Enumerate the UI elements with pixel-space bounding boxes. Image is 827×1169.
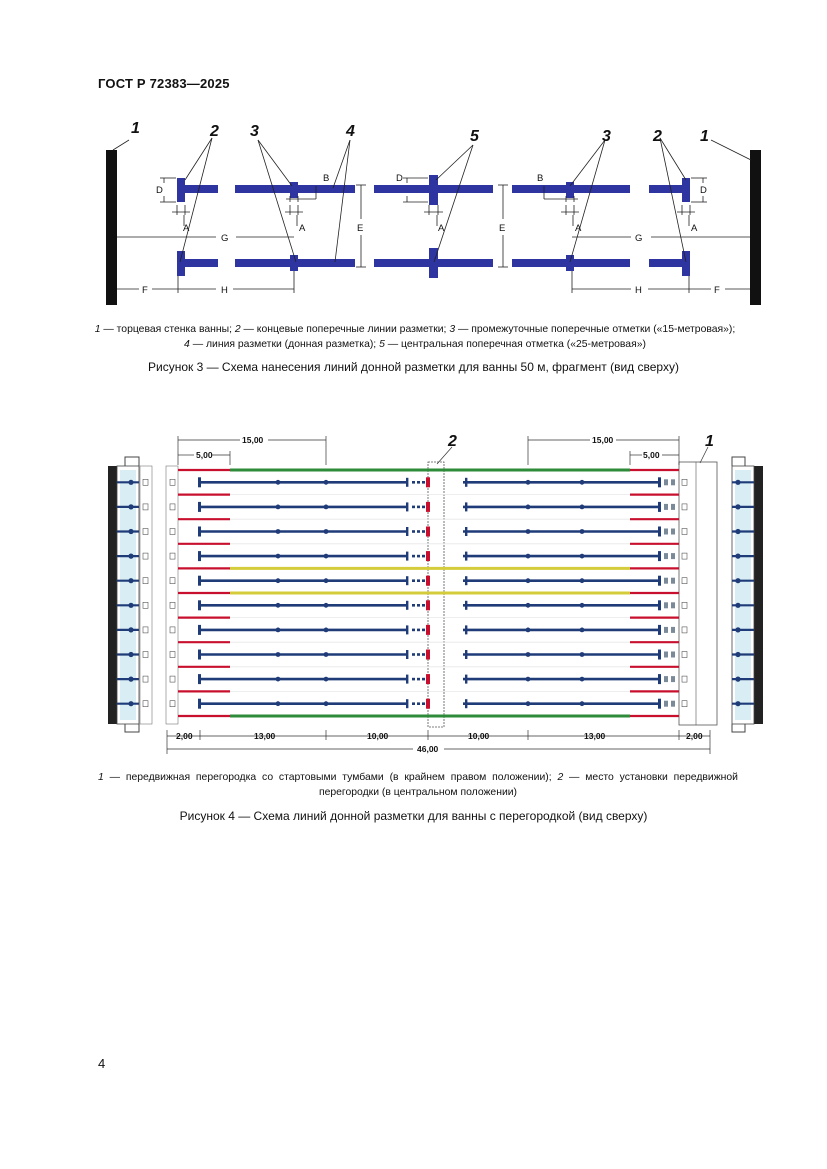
- lane-dot: [526, 480, 531, 485]
- end-crossline: [177, 251, 185, 276]
- mark-15m: [465, 576, 467, 585]
- callout-3: 3: [602, 128, 611, 145]
- dotted-mark: [412, 702, 415, 705]
- mark-15m: [406, 552, 408, 561]
- figure-4-diagram: [0, 425, 827, 765]
- end-crossline: [658, 477, 661, 487]
- lane-dot: [324, 603, 329, 608]
- end-crossline: [198, 625, 201, 635]
- lane-dot: [276, 554, 281, 559]
- end-mark: [664, 479, 668, 485]
- end-mark: [671, 529, 675, 535]
- lane-dot: [580, 628, 585, 633]
- lane-dot: [324, 701, 329, 706]
- dotted-mark: [412, 604, 415, 607]
- end-mark: [671, 578, 675, 584]
- lane-dot: [276, 701, 281, 706]
- mark-15m: [406, 625, 408, 634]
- wall-target-dot: [128, 504, 133, 509]
- callout-1: 1: [700, 128, 709, 145]
- dotted-mark: [422, 530, 425, 533]
- figure-3-legend: 1 — торцевая стенка ванны; 2 — концевые поперечные линии разметки; 3 — промежуточные поперечные отметки («15-метровая»); 4 — линия разметки (донная разметка); 5 — центральная поперечная отметка («25-метровая»): [94, 324, 736, 350]
- mark-15m: [465, 478, 467, 487]
- svg-text:E: E: [499, 223, 506, 234]
- mark-15m: [465, 601, 467, 610]
- dotted-mark: [412, 555, 415, 558]
- mark-15m: [406, 601, 408, 610]
- wall-target-dot: [735, 677, 740, 682]
- starting-block: [682, 627, 687, 633]
- end-crossline: [198, 576, 201, 586]
- dotted-mark: [412, 653, 415, 656]
- mark-15m: [406, 675, 408, 684]
- starting-block: [170, 479, 175, 485]
- figure-3-diagram: [0, 110, 827, 310]
- end-crossline: [658, 600, 661, 610]
- mark-15m: [465, 650, 467, 659]
- svg-text:A: A: [691, 223, 698, 234]
- end-mark: [671, 479, 675, 485]
- lane-dot: [580, 529, 585, 534]
- svg-text:H: H: [635, 285, 642, 296]
- lane-dot: [276, 603, 281, 608]
- dotted-mark: [412, 530, 415, 533]
- mark-15m: [406, 576, 408, 585]
- starting-block: [170, 701, 175, 707]
- end-crossline: [198, 502, 201, 512]
- wall-target-dot: [128, 701, 133, 706]
- svg-text:D: D: [396, 173, 403, 184]
- lane-dot: [580, 505, 585, 510]
- lane-dot: [526, 505, 531, 510]
- starting-block: [170, 553, 175, 559]
- dotted-mark: [417, 555, 420, 558]
- wall-right-outer: [754, 466, 763, 724]
- lane-dot: [276, 505, 281, 510]
- mark-15m: [465, 625, 467, 634]
- mark-25m: [429, 248, 438, 278]
- end-crossline: [682, 178, 690, 202]
- lane-dot: [324, 652, 329, 657]
- starting-block: [170, 504, 175, 510]
- wall-target-dot: [735, 554, 740, 559]
- lane-dot: [276, 480, 281, 485]
- page-number: 4: [98, 1056, 106, 1071]
- svg-text:5,00: 5,00: [643, 450, 660, 460]
- svg-text:D: D: [700, 185, 707, 196]
- lane-dot: [580, 677, 585, 682]
- end-mark: [664, 627, 668, 633]
- end-mark: [664, 676, 668, 682]
- mark-15m: [406, 527, 408, 536]
- lane-dot: [580, 652, 585, 657]
- svg-text:E: E: [357, 223, 364, 234]
- wall-target-dot: [128, 480, 133, 485]
- mark-15m: [566, 255, 574, 271]
- dotted-mark: [417, 678, 420, 681]
- dotted-mark: [412, 506, 415, 509]
- dotted-mark: [422, 653, 425, 656]
- wall-left-outer: [108, 466, 117, 724]
- end-mark: [671, 627, 675, 633]
- callout-2: 2: [653, 128, 662, 145]
- lane-dot: [324, 677, 329, 682]
- dotted-mark: [422, 481, 425, 484]
- svg-text:B: B: [537, 173, 544, 184]
- end-mark: [671, 701, 675, 707]
- dotted-mark: [422, 678, 425, 681]
- document-header: ГОСТ Р 72383—2025: [98, 76, 230, 91]
- svg-text:B: B: [323, 173, 330, 184]
- dotted-mark: [417, 653, 420, 656]
- wall-target-dot: [735, 701, 740, 706]
- dotted-mark: [422, 604, 425, 607]
- callout-1: 1: [705, 433, 714, 450]
- end-crossline: [658, 699, 661, 709]
- starting-block: [682, 578, 687, 584]
- dotted-mark: [412, 481, 415, 484]
- end-mark: [671, 553, 675, 559]
- mark-25m: [426, 600, 430, 610]
- callout-3: 3: [250, 123, 259, 140]
- svg-text:15,00: 15,00: [592, 435, 614, 445]
- lane-dot: [276, 677, 281, 682]
- wall-target-dot: [735, 504, 740, 509]
- lane-dot: [526, 677, 531, 682]
- wall-target-dot: [735, 627, 740, 632]
- svg-text:10,00: 10,00: [468, 731, 490, 741]
- svg-text:F: F: [142, 285, 148, 296]
- lane-dot: [324, 578, 329, 583]
- starting-block: [143, 479, 148, 485]
- lane-dot: [526, 628, 531, 633]
- callout-5: 5: [470, 128, 479, 145]
- figure-3-callout-numbers: [131, 120, 709, 145]
- lane-dot: [276, 652, 281, 657]
- dotted-mark: [422, 555, 425, 558]
- lane-dot: [526, 578, 531, 583]
- lane-dot: [526, 701, 531, 706]
- wall-target-dot: [735, 480, 740, 485]
- dotted-mark: [422, 629, 425, 632]
- dotted-mark: [417, 481, 420, 484]
- end-mark: [664, 652, 668, 658]
- wall-target-dot: [128, 529, 133, 534]
- starting-block: [170, 652, 175, 658]
- end-mark: [671, 676, 675, 682]
- svg-text:A: A: [438, 223, 445, 234]
- starting-block: [682, 479, 687, 485]
- mark-25m: [426, 576, 430, 586]
- end-mark: [664, 602, 668, 608]
- end-mark: [664, 529, 668, 535]
- end-mark: [671, 504, 675, 510]
- starting-block: [170, 676, 175, 682]
- callout-2: 2: [448, 433, 457, 450]
- starting-block: [682, 553, 687, 559]
- starting-block: [143, 676, 148, 682]
- mark-15m: [465, 527, 467, 536]
- dotted-mark: [412, 629, 415, 632]
- figure-4-legend: 1 — передвижная перегородка со стартовыми тумбами (в крайнем правом положении); 2 — место установки передвижной перегородки (в центральном положении): [98, 772, 738, 798]
- mark-25m: [426, 674, 430, 684]
- starting-block: [682, 676, 687, 682]
- starting-block: [170, 578, 175, 584]
- end-crossline: [198, 600, 201, 610]
- end-crossline: [198, 527, 201, 537]
- mark-15m: [465, 552, 467, 561]
- figure-4-caption: Рисунок 4 — Схема линий донной разметки для ванны с перегородкой (вид сверху): [179, 809, 648, 823]
- lane-dot: [324, 480, 329, 485]
- starting-block: [143, 627, 148, 633]
- wall-target-dot: [128, 578, 133, 583]
- end-mark: [664, 553, 668, 559]
- end-crossline: [198, 477, 201, 487]
- wall-target-dot: [128, 554, 133, 559]
- mark-15m: [566, 182, 574, 198]
- starting-block: [170, 529, 175, 535]
- starting-block: [682, 529, 687, 535]
- starting-block: [143, 652, 148, 658]
- end-crossline: [198, 699, 201, 709]
- dotted-mark: [417, 702, 420, 705]
- end-crossline: [658, 551, 661, 561]
- mark-25m: [426, 625, 430, 635]
- lane-dot: [276, 529, 281, 534]
- svg-text:A: A: [299, 223, 306, 234]
- lane-dot: [276, 578, 281, 583]
- mark-15m: [465, 699, 467, 708]
- wall-target-dot: [735, 603, 740, 608]
- end-mark: [671, 652, 675, 658]
- lane-dot: [324, 529, 329, 534]
- starting-block: [143, 504, 148, 510]
- mark-15m: [406, 478, 408, 487]
- svg-text:G: G: [221, 233, 229, 244]
- dotted-mark: [422, 506, 425, 509]
- mark-25m: [426, 527, 430, 537]
- callout-2: 2: [210, 123, 219, 140]
- mark-25m: [426, 699, 430, 709]
- dotted-mark: [422, 579, 425, 582]
- lane-dot: [580, 603, 585, 608]
- starting-block: [143, 529, 148, 535]
- starting-block: [143, 553, 148, 559]
- mark-25m: [426, 502, 430, 512]
- dotted-mark: [412, 678, 415, 681]
- wall-target-dot: [128, 603, 133, 608]
- end-crossline: [658, 527, 661, 537]
- movable-bulkhead: [679, 462, 717, 725]
- lane-dot: [580, 554, 585, 559]
- mark-15m: [290, 255, 298, 271]
- wall-target-dot: [735, 652, 740, 657]
- mark-25m: [426, 650, 430, 660]
- wall-target-dot: [128, 677, 133, 682]
- starting-block: [682, 602, 687, 608]
- end-crossline: [198, 551, 201, 561]
- lane-dot: [526, 652, 531, 657]
- starting-block: [682, 504, 687, 510]
- svg-text:13,00: 13,00: [254, 731, 276, 741]
- dotted-mark: [417, 604, 420, 607]
- lane-dot: [526, 529, 531, 534]
- lane-dot: [580, 701, 585, 706]
- mark-15m: [406, 699, 408, 708]
- end-wall-right: [750, 150, 761, 305]
- starting-block: [682, 652, 687, 658]
- wall-target-dot: [128, 627, 133, 632]
- end-crossline: [682, 251, 690, 276]
- mark-15m: [406, 650, 408, 659]
- svg-text:F: F: [714, 285, 720, 296]
- mark-15m: [406, 502, 408, 511]
- figure-4-callout-numbers: [447, 433, 714, 450]
- dotted-mark: [417, 530, 420, 533]
- dotted-mark: [417, 506, 420, 509]
- lane-dot: [580, 480, 585, 485]
- svg-text:46,00: 46,00: [417, 744, 439, 754]
- svg-text:D: D: [156, 185, 163, 196]
- end-wall-left: [106, 150, 117, 305]
- end-crossline: [658, 625, 661, 635]
- end-mark: [671, 602, 675, 608]
- wall-target-dot: [735, 578, 740, 583]
- svg-text:A: A: [183, 223, 190, 234]
- svg-text:5,00: 5,00: [196, 450, 213, 460]
- figure-3-markings: [106, 150, 761, 305]
- lane-dot: [324, 628, 329, 633]
- callout-1: 1: [131, 120, 140, 137]
- lane-dot: [526, 603, 531, 608]
- end-crossline: [658, 674, 661, 684]
- lane-dot: [580, 578, 585, 583]
- svg-text:2,00: 2,00: [686, 731, 703, 741]
- mark-25m: [426, 551, 430, 561]
- end-mark: [664, 504, 668, 510]
- dotted-mark: [412, 579, 415, 582]
- end-mark: [664, 578, 668, 584]
- svg-text:G: G: [635, 233, 643, 244]
- mark-25m: [426, 477, 430, 487]
- dotted-mark: [417, 629, 420, 632]
- end-crossline: [658, 502, 661, 512]
- lane-dot: [324, 505, 329, 510]
- svg-text:13,00: 13,00: [584, 731, 606, 741]
- starting-block: [170, 627, 175, 633]
- end-crossline: [198, 650, 201, 660]
- starting-block: [170, 602, 175, 608]
- svg-text:10,00: 10,00: [367, 731, 389, 741]
- end-crossline: [198, 674, 201, 684]
- wall-target-dot: [128, 652, 133, 657]
- dotted-mark: [422, 702, 425, 705]
- figure-4-dimension-lines: [167, 436, 710, 754]
- end-crossline: [177, 178, 185, 202]
- svg-text:2,00: 2,00: [176, 731, 193, 741]
- end-mark: [664, 701, 668, 707]
- lane-dot: [324, 554, 329, 559]
- figure-3-caption: Рисунок 3 — Схема нанесения линий донной разметки для ванны 50 м, фрагмент (вид сверху): [148, 360, 679, 374]
- svg-text:A: A: [575, 223, 582, 234]
- dotted-mark: [417, 579, 420, 582]
- mark-15m: [465, 502, 467, 511]
- svg-text:15,00: 15,00: [242, 435, 264, 445]
- end-crossline: [658, 650, 661, 660]
- callout-4: 4: [346, 123, 355, 140]
- svg-text:H: H: [221, 285, 228, 296]
- mark-15m: [465, 675, 467, 684]
- starting-block: [143, 602, 148, 608]
- starting-block: [682, 701, 687, 707]
- end-crossline: [658, 576, 661, 586]
- starting-block: [143, 701, 148, 707]
- lane-markings: [178, 470, 679, 716]
- starting-block: [143, 578, 148, 584]
- wall-target-dot: [735, 529, 740, 534]
- lane-dot: [526, 554, 531, 559]
- lane-dot: [276, 628, 281, 633]
